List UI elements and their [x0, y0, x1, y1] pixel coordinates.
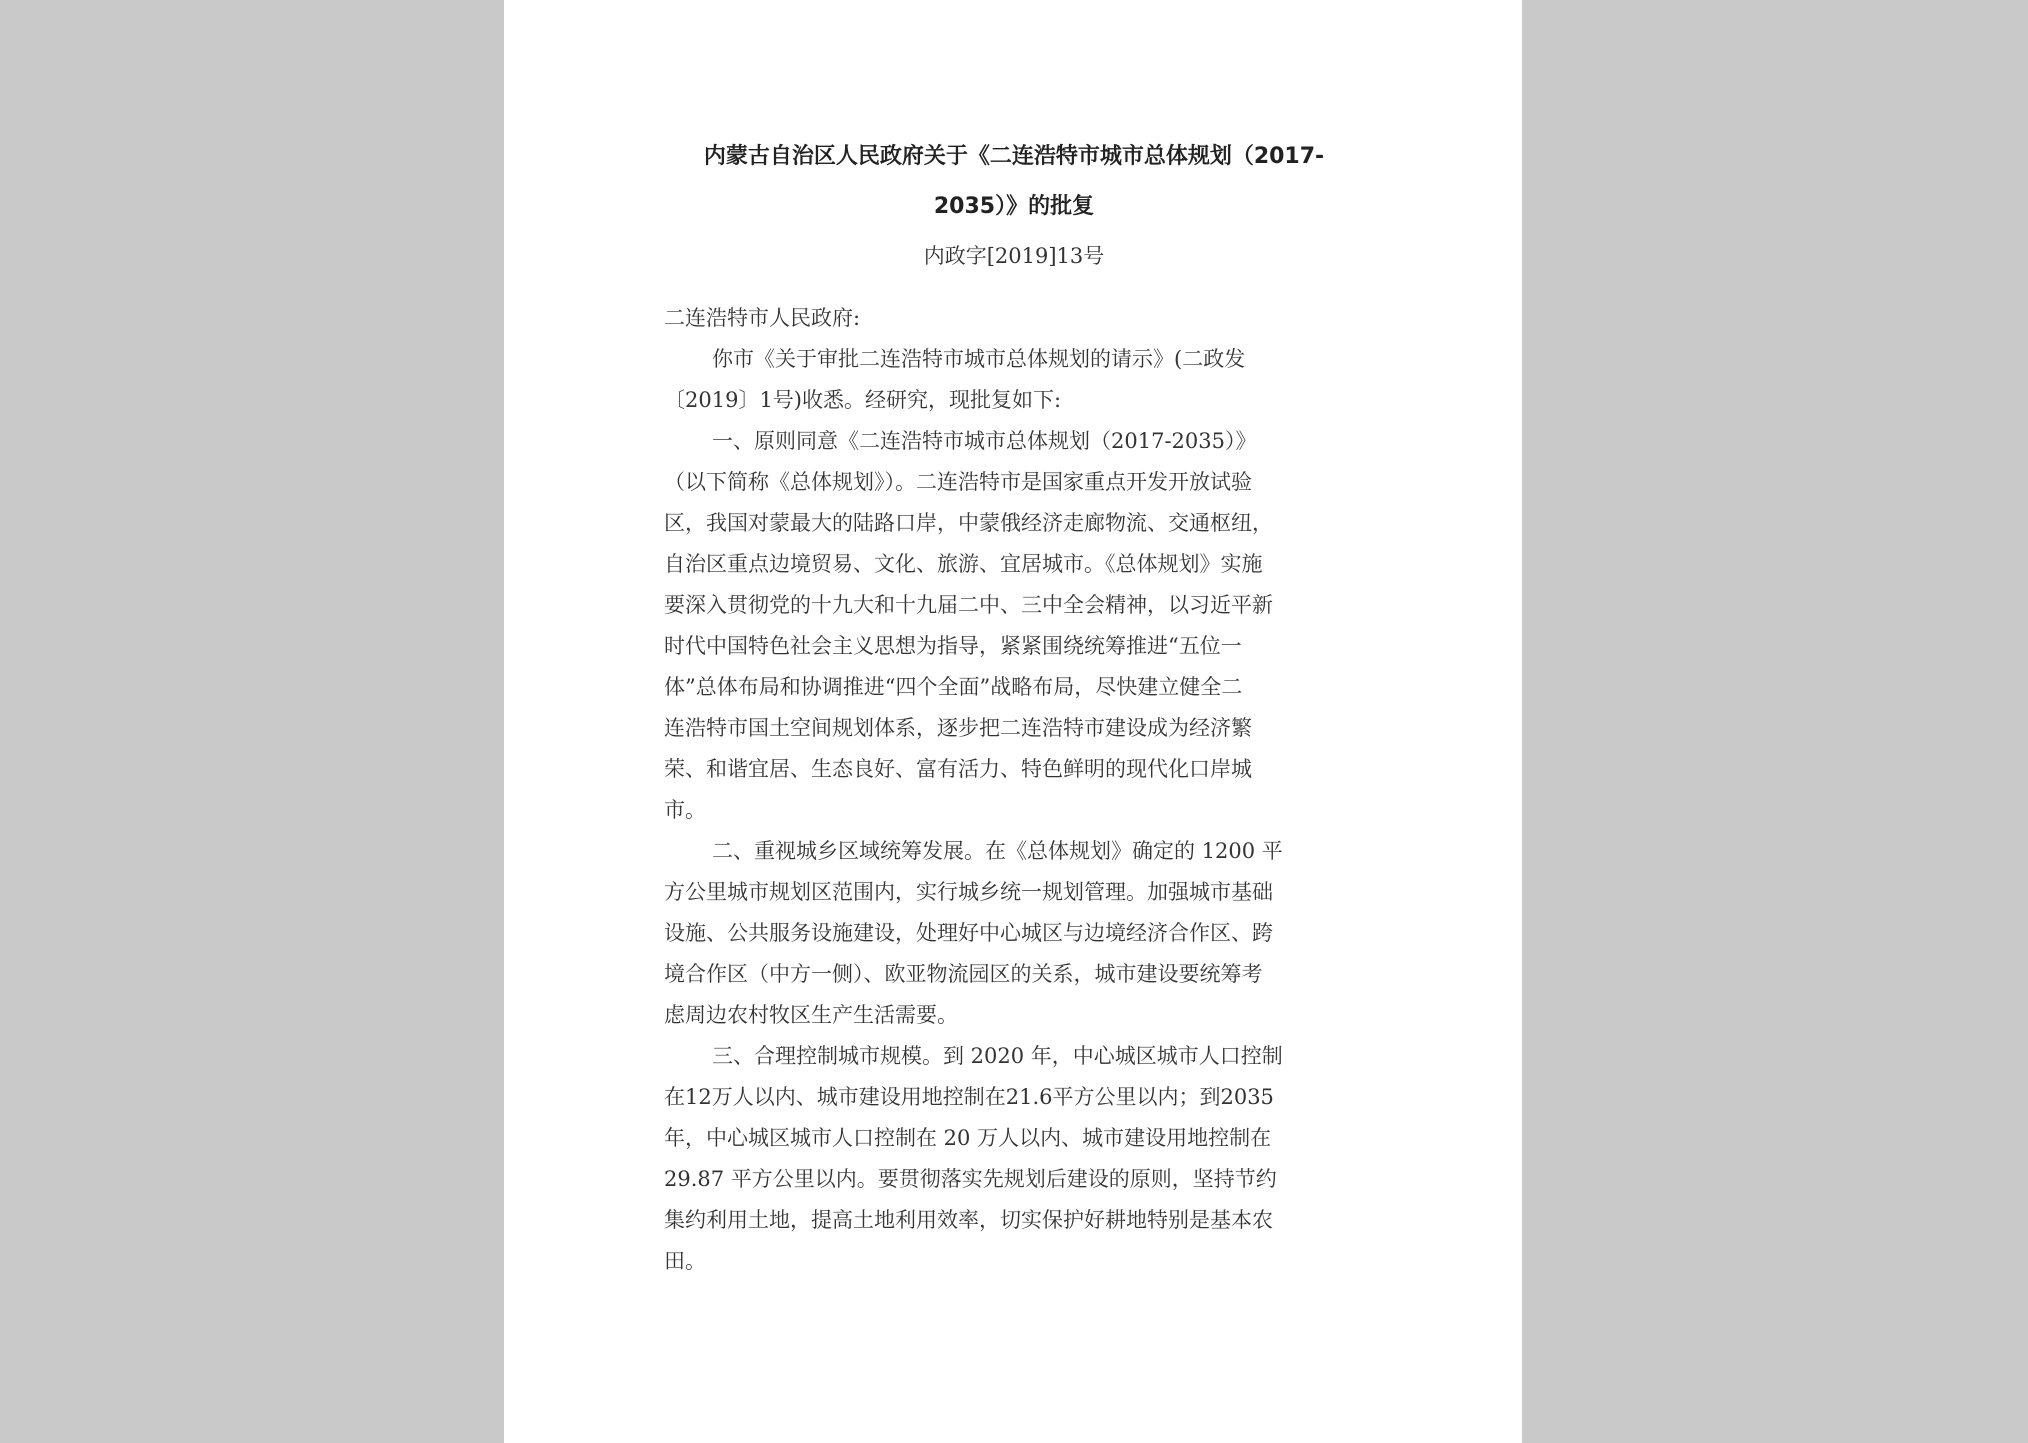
- paragraph-line: 虑周边农村牧区生产生活需要。: [664, 1003, 958, 1027]
- section-1-paragraph: [664, 421, 1364, 831]
- title-line-1: 内蒙古自治区人民政府关于《二连浩特市城市总体规划（2017-: [703, 144, 1325, 169]
- section-2-paragraph: [664, 831, 1364, 1036]
- paragraph-line: 二、重视城乡区域统筹发展。在《总体规划》确定的 1200 平: [712, 839, 1283, 863]
- paragraph-line: 要深入贯彻党的十九大和十九届二中、三中全会精神，以习近平新: [664, 593, 1273, 617]
- paragraph-line: 境合作区（中方一侧）、欧亚物流园区的关系，城市建设要统筹考: [664, 962, 1263, 986]
- paragraph-line: 29.87 平方公里以内。要贯彻落实先规划后建设的原则，坚持节约: [664, 1167, 1277, 1191]
- document-page: [504, 0, 1522, 1443]
- document-number: 内政字[2019]13号: [923, 244, 1105, 268]
- paragraph-line: （以下简称《总体规划》）。二连浩特市是国家重点开发开放试验: [664, 470, 1252, 494]
- title-line-2: 2035）》的批复: [933, 194, 1095, 219]
- paragraph-line: 田。: [664, 1249, 706, 1273]
- paragraph-line: 年，中心城区城市人口控制在 20 万人以内、城市建设用地控制在: [664, 1126, 1272, 1150]
- section-3-paragraph: [664, 1036, 1364, 1282]
- paragraph-line: 一、原则同意《二连浩特市城市总体规划（2017-2035）》: [712, 429, 1257, 453]
- paragraph-line: 自治区重点边境贸易、文化、旅游、宜居城市。《总体规划》实施: [664, 552, 1263, 576]
- intro-line-2: 〔2019〕1号)收悉。经研究，现批复如下:: [664, 388, 1062, 412]
- intro-paragraph: [664, 339, 1364, 421]
- paragraph-line: 时代中国特色社会主义思想为指导，紧紧围绕统筹推进“五位一: [664, 634, 1242, 658]
- salutation: 二连浩特市人民政府:: [664, 306, 861, 330]
- paragraph-line: 体”总体布局和协调推进“四个全面”战略布局，尽快建立健全二: [664, 675, 1243, 699]
- paragraph-line: 三、合理控制城市规模。到 2020 年，中心城区城市人口控制: [712, 1044, 1283, 1068]
- paragraph-line: 在12万人以内、城市建设用地控制在21.6平方公里以内；到2035: [664, 1085, 1274, 1109]
- paragraph-line: 市。: [664, 798, 706, 822]
- document-title: [664, 132, 1364, 232]
- paragraph-line: 区，我国对蒙最大的陆路口岸，中蒙俄经济走廊物流、交通枢纽，: [664, 511, 1273, 535]
- paragraph-line: 设施、公共服务设施建设，处理好中心城区与边境经济合作区、跨: [664, 921, 1273, 945]
- intro-line-1: 你市《关于审批二连浩特市城市总体规划的请示》(二政发: [712, 347, 1246, 371]
- paragraph-line: 荣、和谐宜居、生态良好、富有活力、特色鲜明的现代化口岸城: [664, 757, 1252, 781]
- paragraph-line: 方公里城市规划区范围内，实行城乡统一规划管理。加强城市基础: [664, 880, 1273, 904]
- paragraph-line: 连浩特市国土空间规划体系，逐步把二连浩特市建设成为经济繁: [664, 716, 1252, 740]
- document-body: [664, 298, 1364, 1282]
- paragraph-line: 集约利用土地，提高土地利用效率，切实保护好耕地特别是基本农: [664, 1208, 1273, 1232]
